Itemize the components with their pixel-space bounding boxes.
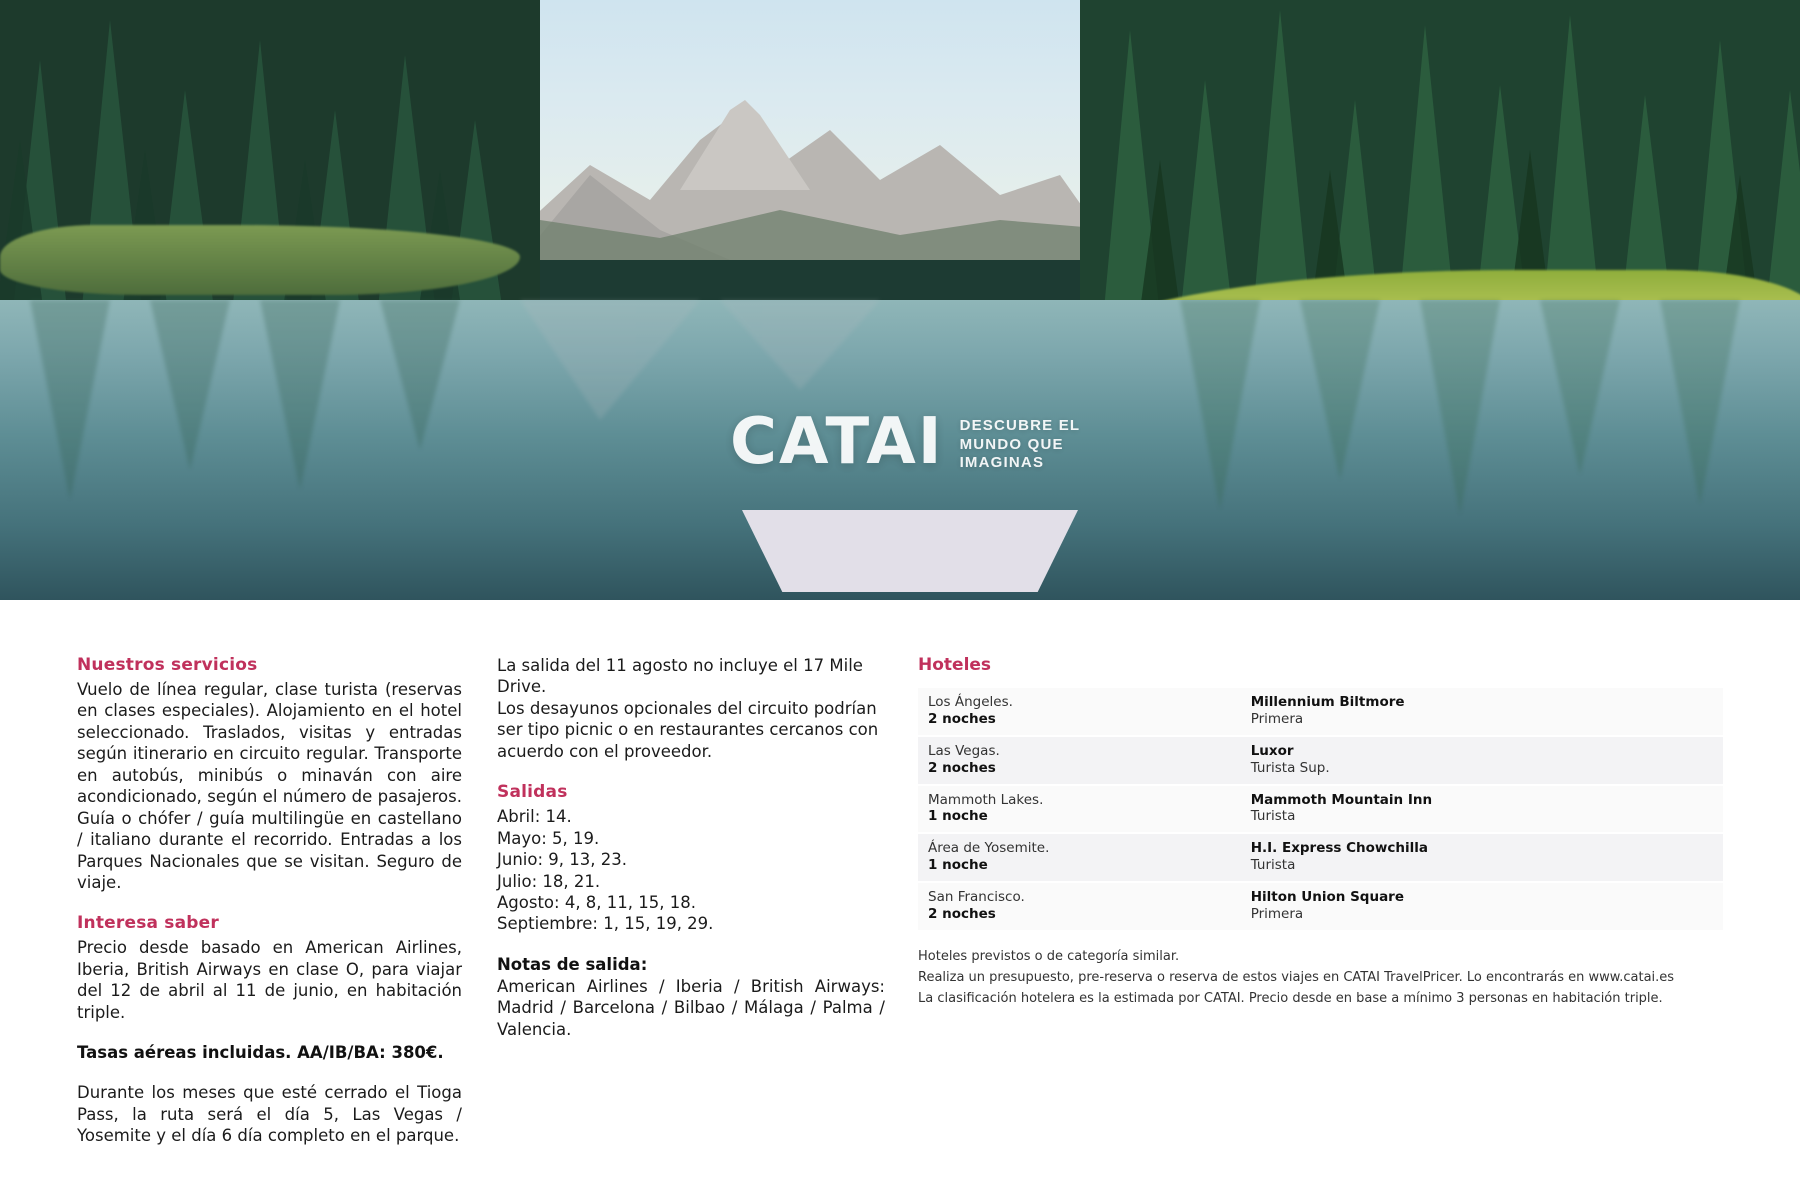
- table-row: [918, 882, 1723, 931]
- hotel-city-cell: [918, 785, 1241, 834]
- hotel-name: Hilton Union Square: [1250, 889, 1404, 905]
- left-shore: [0, 225, 520, 295]
- logo-tagline-line-2: MUNDO QUE: [959, 435, 1064, 453]
- hotel-category: Turista: [1250, 857, 1296, 874]
- hotel-city-cell: [918, 833, 1241, 882]
- hero-bottom-tab: [742, 510, 1078, 592]
- hotels-table: [918, 688, 1723, 932]
- logo-tagline-line-3: IMAGINAS: [959, 454, 1045, 472]
- taxes-text: Tasas aéreas incluidas. AA/IB/BA: 380€.: [77, 1043, 444, 1063]
- column-hotels: [918, 655, 1728, 1009]
- hotel-city: Área de Yosemite.: [928, 840, 1050, 857]
- hotel-city: Las Vegas.: [928, 742, 1000, 759]
- hotel-city-cell: [918, 882, 1241, 931]
- hotel-nights: 1 noche: [928, 857, 988, 874]
- column-departures: [497, 655, 885, 1060]
- hotel-city-cell: [918, 736, 1241, 785]
- table-row: [918, 785, 1723, 834]
- services-text: Vuelo de línea regular, clase turista (reservas en clases especiales). Alojamiento en el hotel seleccionado. Traslados, visitas y entradas según itinerario en circuito regular. Transporte en autobús, minibús o minaván con aire acondicionado, según el número de pasajeros. Guía o chófer / guía multilingüe en castellano / italiano durante el recorrido. Entradas a los Parques Nacionales que se visitan. Seguro de viaje.: [77, 680, 462, 892]
- hotels-footnotes: [918, 946, 1728, 1009]
- list-item: Junio: 9, 13, 23.: [497, 850, 627, 870]
- hotel-name: Mammoth Mountain Inn: [1250, 791, 1433, 808]
- hotel-nights: 1 noche: [928, 808, 988, 825]
- interest-text: Precio desde basado en American Airlines, Iberia, British Airways en clase O, para viajar del 12 de abril al 11 de junio, en habitación triple.: [77, 938, 462, 1022]
- departure-notes-text: American Airlines / Iberia / British Airways: Madrid / Barcelona / Bilbao / Málaga / Palma / Valencia.: [497, 976, 885, 1039]
- list-item: Agosto: 4, 8, 11, 15, 18.: [497, 892, 697, 912]
- column-services: [77, 655, 462, 1166]
- departures-list: [497, 806, 885, 935]
- hotel-nights: 2 noches: [928, 759, 996, 776]
- list-item: Mayo: 5, 19.: [497, 828, 600, 848]
- hotel-name-cell: [1241, 882, 1723, 931]
- hotel-city: San Francisco.: [928, 889, 1025, 905]
- table-row: [918, 833, 1723, 882]
- footnote: Realiza un presupuesto, pre-reserva o reserva de estos viajes en CATAI TravelPricer. Lo encontrarás en www.catai.es: [918, 969, 1675, 985]
- departures-title: Salidas: [497, 782, 568, 803]
- hotel-nights: 2 noches: [928, 710, 996, 727]
- note-breakfast: Los desayunos opcionales del circuito podrían ser tipo picnic o en restaurantes cercanos con acuerdo con el proveedor.: [497, 698, 879, 761]
- tioga-pass-text: Durante los meses que esté cerrado el Tioga Pass, la ruta será el día 5, Las Vegas / Yosemite y el día 6 día completo en el parque.: [77, 1083, 462, 1145]
- note-mile-drive: La salida del 11 agosto no incluye el 17 Mile Drive.: [497, 656, 863, 697]
- hotel-name-cell: [1241, 688, 1723, 736]
- services-title: Nuestros servicios: [77, 655, 258, 675]
- table-row: [918, 736, 1723, 785]
- list-item: Julio: 18, 21.: [497, 871, 601, 891]
- hotel-category: Primera: [1250, 710, 1304, 727]
- hotel-name: Millennium Biltmore: [1250, 694, 1405, 710]
- hotel-name-cell: [1241, 833, 1723, 882]
- footnote: La clasificación hotelera es la estimada por CATAI. Precio desde en base a mínimo 3 personas en habitación triple.: [918, 990, 1663, 1006]
- hotel-city: Los Ángeles.: [928, 694, 1013, 710]
- logo-tagline-line-1: DESCUBRE EL: [959, 416, 1081, 434]
- departure-notes-label: Notas de salida: [497, 954, 641, 974]
- table-row: [918, 688, 1723, 736]
- interest-title: Interesa saber: [77, 913, 219, 934]
- hotel-nights: 2 noches: [928, 905, 996, 922]
- hotel-category: Primera: [1250, 905, 1304, 922]
- logo-wordmark: CATAI: [730, 405, 944, 479]
- logo-tagline: [960, 411, 1081, 473]
- hotel-name-cell: [1241, 736, 1723, 785]
- departure-notes-colon: :: [640, 954, 648, 974]
- hotel-name: H.I. Express Chowchilla: [1250, 840, 1429, 857]
- hotel-city-cell: [918, 688, 1241, 736]
- catai-logo: [730, 405, 1081, 479]
- footnote: Hoteles previstos o de categoría similar.: [918, 948, 1180, 964]
- hotel-name-cell: [1241, 785, 1723, 834]
- content-area: [0, 600, 1800, 1200]
- departure-notes-title: [497, 955, 885, 974]
- hotel-name: Luxor: [1250, 742, 1294, 759]
- hotel-category: Turista: [1250, 808, 1296, 825]
- list-item: Septiembre: 1, 15, 19, 29.: [497, 914, 714, 934]
- hotels-title: Hoteles: [918, 655, 992, 675]
- list-item: Abril: 14.: [497, 807, 572, 827]
- hotel-category: Turista Sup.: [1250, 759, 1330, 776]
- hotel-city: Mammoth Lakes.: [928, 791, 1044, 808]
